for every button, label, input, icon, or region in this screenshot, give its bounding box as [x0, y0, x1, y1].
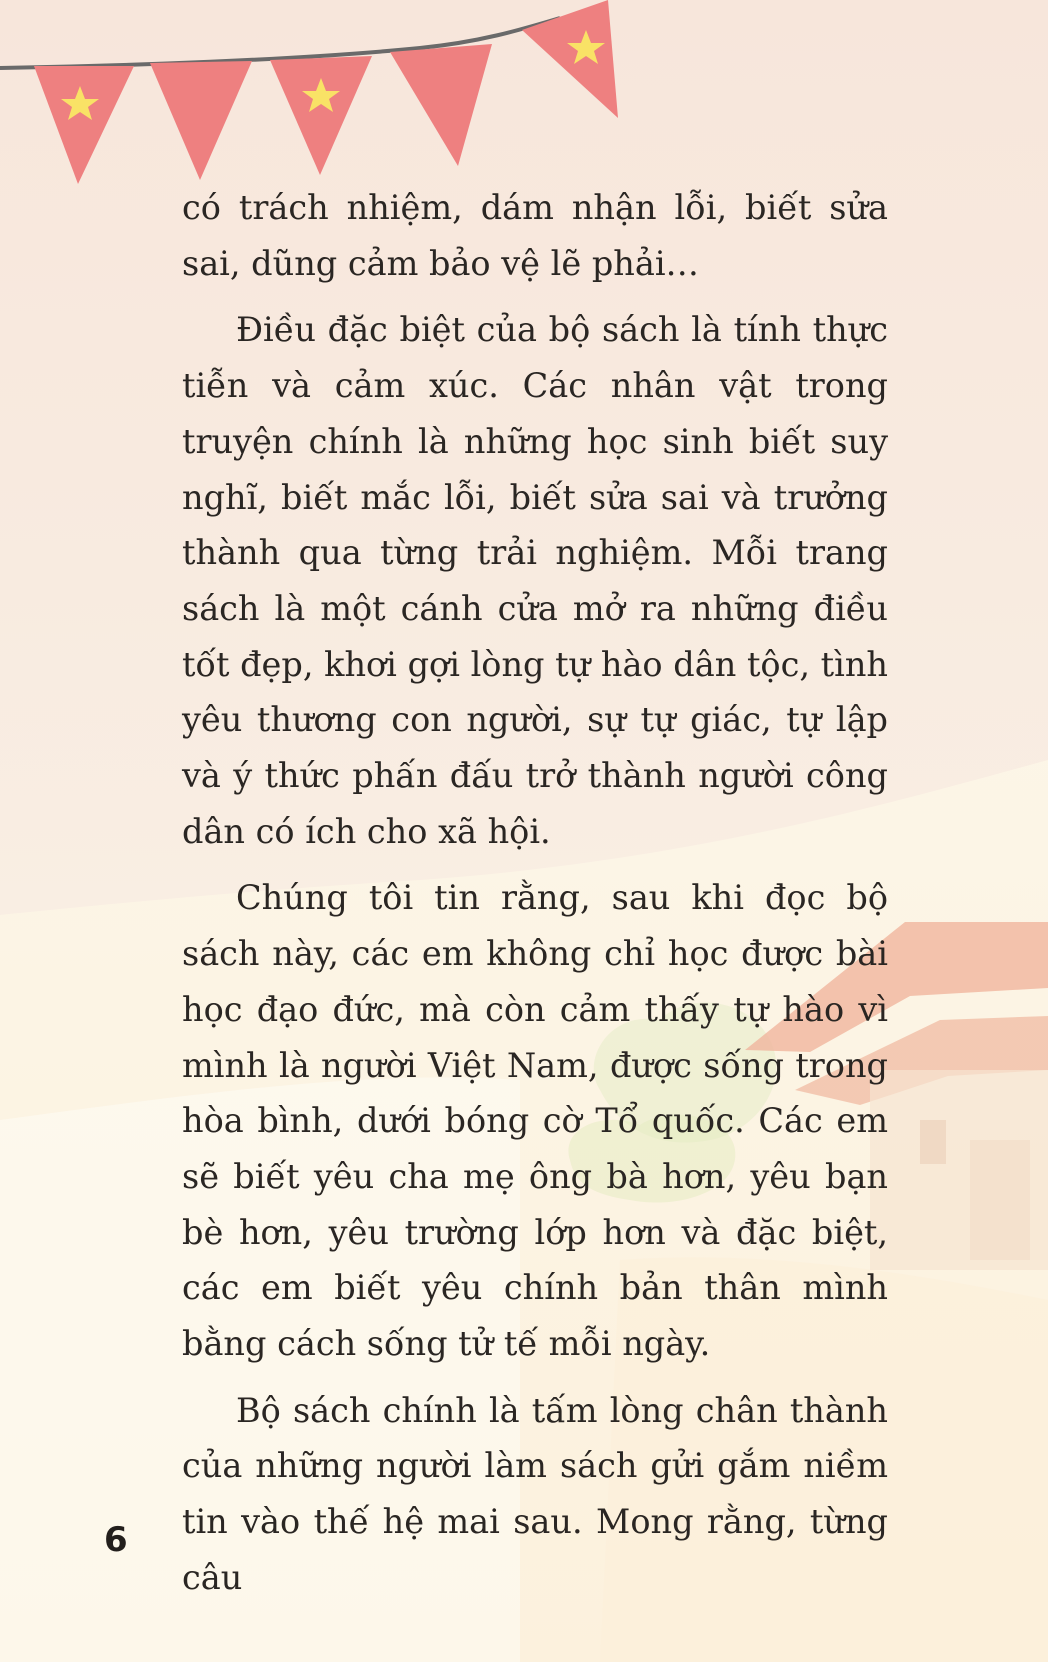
- page-number: 6: [104, 1520, 128, 1560]
- paragraph-belief: Chúng tôi tin rằng, sau khi đọc bộ sách này, các em không chỉ học được bài học đạo đức, mà còn cảm thấy tự hào vì mình là người Việt Nam, được sống trong hòa bình, dưới bóng cờ Tổ quốc. Các em sẽ biết yêu cha mẹ ông bà hơn, yêu bạn bè hơn, yêu trường lớp hơn và đặc biệt, các em biết yêu chính bản thân mình bằng cách sống tử tế mỗi ngày.: [182, 878, 888, 1364]
- paragraph-book-features: Điều đặc biệt của bộ sách là tính thực tiễn và cảm xúc. Các nhân vật trong truyện chính là những học sinh biết suy nghĩ, biết mắc lỗi, biết sửa sai và trưởng thành qua từng trải nghiệm. Mỗi trang sách là một cánh cửa mở ra những điều tốt đẹp, khơi gợi lòng tự hào dân tộc, tình yêu thương con người, sự tự giác, tự lập và ý thức phấn đấu trở thành người công dân có ích cho xã hội.: [182, 310, 888, 851]
- vietnam-flag-bunting-icon: [0, 0, 640, 200]
- body-text: [182, 180, 888, 1617]
- paragraph-sincere-heart: Bộ sách chính là tấm lòng chân thành của những người làm sách gửi gắm niềm tin vào thế hệ mai sau. Mong rằng, từng câu: [182, 1390, 888, 1597]
- paragraph-continuation: có trách nhiệm, dám nhận lỗi, biết sửa sai, dũng cảm bảo vệ lẽ phải…: [182, 188, 888, 283]
